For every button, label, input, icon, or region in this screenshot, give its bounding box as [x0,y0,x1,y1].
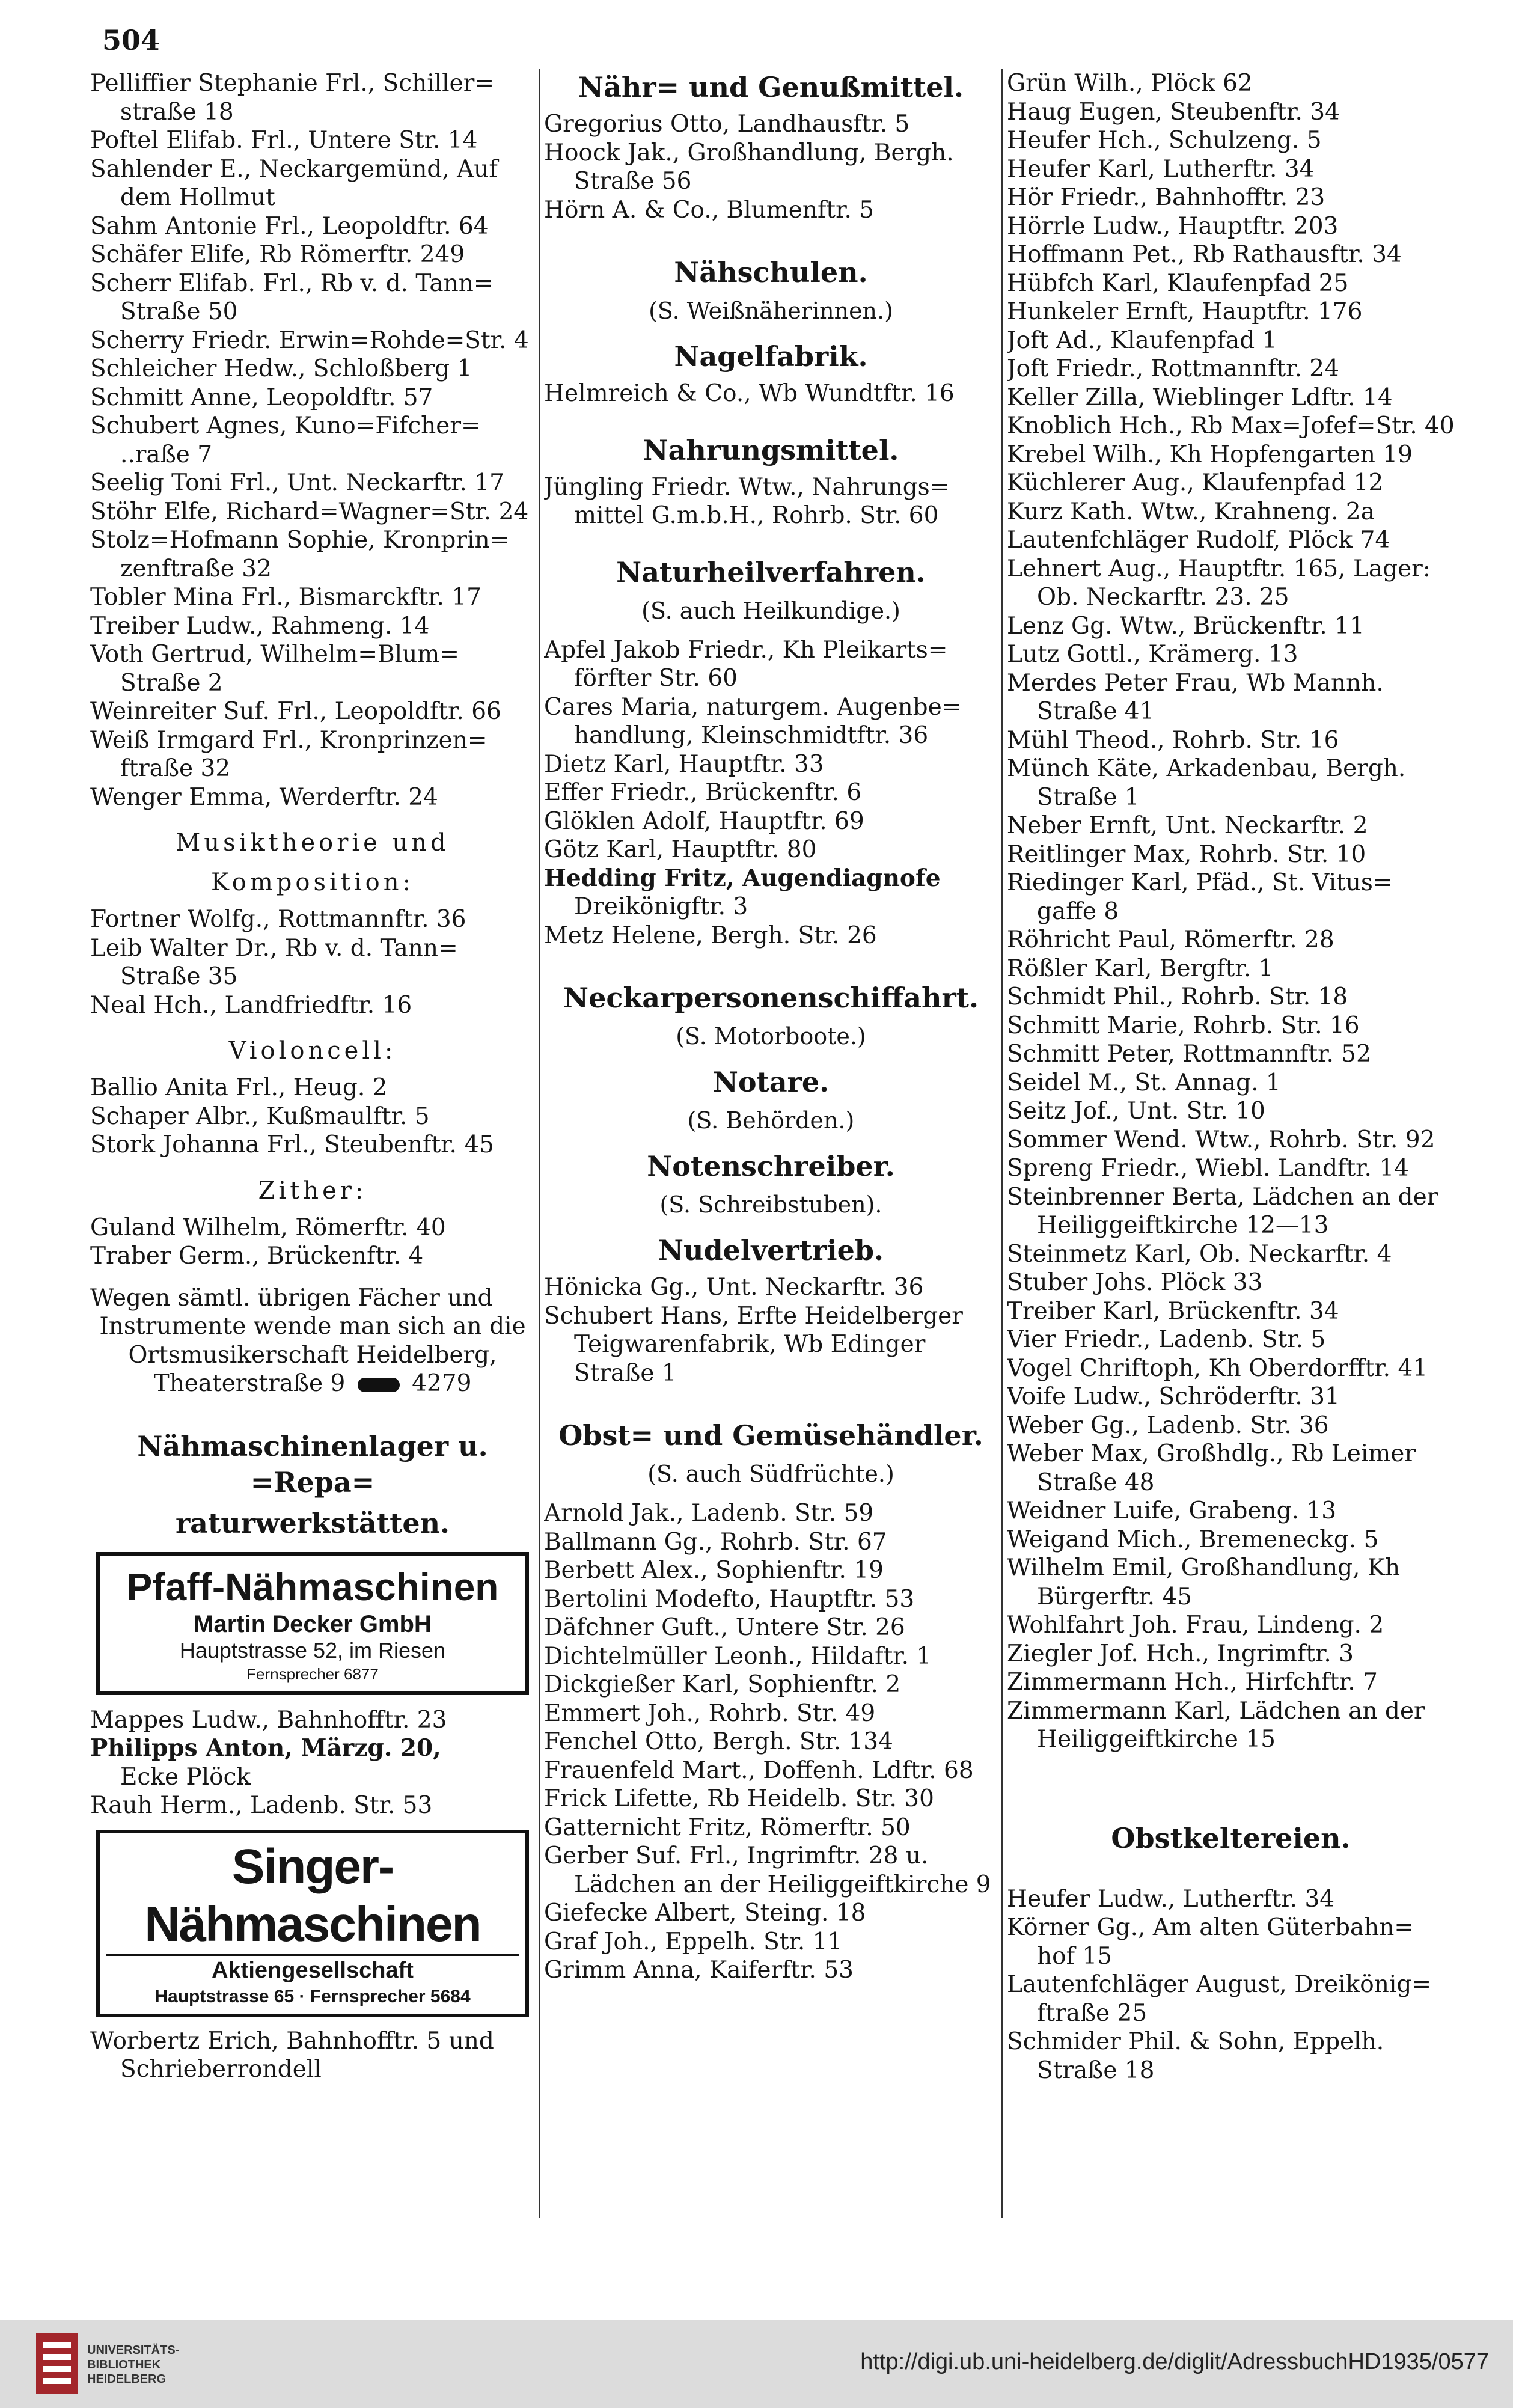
directory-entry: Emmert Joh., Rohrb. Str. 49 [544,1699,876,1727]
directory-entry: Metz Helene, Bergh. Str. 26 [544,921,877,949]
directory-entry: Straße 41 [1037,698,1155,725]
directory-entry: Leib Walter Dr., Rb v. d. Tann= [90,934,458,962]
directory-entry: Heufer Ludw., Lutherftr. 34 [1007,1885,1335,1913]
directory-entry: Mühl Theod., Rohrb. Str. 16 [1007,726,1339,754]
directory-entry: Gerber Suf. Frl., Ingrimftr. 28 u. [544,1842,929,1869]
entry-list [90,1074,535,1160]
directory-entry: Straße 50 [120,298,238,325]
directory-entry: Ballio Anita Frl., Heug. 2 [90,1074,388,1101]
directory-entry: Hoffmann Pet., Rb Rathausftr. 34 [1007,241,1402,268]
ad-company: Martin Decker GmbH [194,1610,432,1637]
directory-entry: Lautenfchläger Rudolf, Plöck 74 [1007,527,1390,554]
directory-entry: Bertolini Modefto, Hauptftr. 53 [544,1585,915,1613]
section-heading-naehr-genussmittel: Nähr= und Genußmittel. [578,71,964,103]
directory-entry: Wohlfahrt Joh. Frau, Lindeng. 2 [1007,1612,1384,1639]
directory-entry: Straße 1 [574,1359,677,1387]
library-name-line: BIBLIOTHEK [87,2358,161,2371]
directory-entry: Heiliggeiftkirche 15 [1037,1726,1276,1753]
directory-entry: Körner Gg., Am alten Güterbahn= [1007,1914,1414,1941]
directory-entry: Schleicher Hedw., Schloßberg 1 [90,355,472,382]
directory-entry: mittel G.m.b.H., Rohrb. Str. 60 [574,502,939,529]
directory-entry: Schmider Phil. & Sohn, Eppelh. [1007,2028,1384,2055]
pfaff-advertisement [96,1552,529,1695]
directory-entry: straße 18 [120,98,234,126]
directory-entry: Heufer Karl, Lutherftr. 34 [1007,155,1315,183]
directory-entry: Berbett Alex., Sophienftr. 19 [544,1557,884,1584]
directory-entry: Kurz Kath. Wtw., Krahneng. 2a [1007,498,1375,525]
directory-entry: Cares Maria, naturgem. Augenbe= [544,693,962,721]
digitization-footer [0,2320,1513,2408]
directory-entry: Bürgerftr. 45 [1037,1583,1192,1610]
note-line: Instrumente wende man sich an die [99,1313,526,1340]
directory-entry: Voth Gertrud, Wilhelm=Blum= [90,641,459,668]
directory-entry: Tobler Mina Frl., Bismarckftr. 17 [90,584,481,611]
directory-entry: Heiliggeiftkirche 12—13 [1037,1212,1329,1239]
directory-entry: Giefecke Albert, Steing. 18 [544,1899,866,1927]
directory-entry: Gatternicht Fritz, Römerftr. 50 [544,1814,911,1841]
directory-entry: Hör Friedr., Bahnhofftr. 23 [1007,184,1325,211]
section-heading-obst-gemuese: Obst= und Gemüsehändler. [558,1419,983,1452]
directory-entry: Lädchen an der Heiliggeiftkirche 9 [574,1871,991,1898]
directory-entry: Weigand Mich., Bremeneckg. 5 [1007,1526,1379,1553]
note-line: Wegen sämtl. übrigen Fächer und [90,1284,493,1312]
directory-entry: Weiß Irmgard Frl., Kronprinzen= [90,726,488,754]
section-heading-reparatur: raturwerkstätten. [175,1506,450,1539]
directory-entry: ftraße 25 [1037,1999,1148,2027]
directory-entry: Seitz Jof., Unt. Str. 10 [1007,1098,1265,1125]
directory-entry: Treiber Ludw., Rahmeng. 14 [90,612,430,640]
directory-entry: Hörrle Ludw., Hauptftr. 203 [1007,212,1339,240]
directory-entry: Stolz=Hofmann Sophie, Kronprin= [90,527,510,554]
section-heading-naehmaschinen: Nähmaschinenlager u. =Repa= [137,1429,488,1499]
directory-entry: Hoock Jak., Großhandlung, Bergh. [544,139,954,167]
directory-entry: Lenz Gg. Wtw., Brückenftr. 11 [1007,612,1365,640]
directory-entry: Scherr Elifab. Frl., Rb v. d. Tann= [90,269,494,297]
cross-reference-note: (S. Weißnäherinnen.) [649,298,893,324]
directory-entry: Haug Eugen, Steubenftr. 34 [1007,98,1340,126]
section-heading-naturheilverfahren: Naturheilverfahren. [616,555,926,588]
directory-entry: Gregorius Otto, Landhausftr. 5 [544,111,910,138]
directory-entry: ..raße 7 [120,441,213,468]
directory-entry: Straße 2 [120,669,223,697]
column-divider [539,69,540,2218]
directory-entry: hof 15 [1037,1942,1113,1970]
directory-entry: Merdes Peter Frau, Wb Mannh. [1007,669,1384,697]
directory-entry: Röhricht Paul, Römerftr. 28 [1007,926,1334,953]
entry-list [90,2027,535,2084]
directory-entry: Steinmetz Karl, Ob. Neckarftr. 4 [1007,1240,1392,1268]
directory-entry: Frick Lifette, Rb Heidelb. Str. 30 [544,1785,934,1812]
directory-entry: Däfchner Guft., Untere Str. 26 [544,1614,905,1641]
directory-entry: Voife Ludw., Schröderftr. 31 [1007,1383,1340,1410]
directory-entry: Effer Friedr., Brückenftr. 6 [544,779,862,806]
directory-entry: Worbertz Erich, Bahnhofftr. 5 und [90,2027,494,2055]
directory-entry: Dietz Karl, Hauptftr. 33 [544,750,824,778]
directory-entry: ftraße 32 [120,755,231,782]
section-heading-naehschulen: Nähschulen. [674,256,868,289]
directory-entry: Schrieberrondell [120,2056,322,2083]
cross-reference-note: (S. auch Südfrüchte.) [647,1461,894,1487]
entry-list [90,1214,535,1271]
library-name-line: UNIVERSITÄTS- [87,2344,180,2357]
directory-entry: zenftraße 32 [120,555,272,582]
section-heading-nahrungsmittel: Nahrungsmittel. [643,433,899,466]
directory-entry: Seidel M., St. Annag. 1 [1007,1069,1281,1096]
directory-entry: Ecke Plöck [120,1763,251,1791]
directory-entry: förfter Str. 60 [574,665,738,692]
directory-entry: Sahlender E., Neckargemünd, Auf [90,155,498,183]
directory-entry: Glöklen Adolf, Hauptftr. 69 [544,807,864,835]
directory-entry: Schaper Albr., Kußmaulftr. 5 [90,1102,430,1130]
directory-entry: Straße 56 [574,168,692,195]
directory-entry: Münch Käte, Arkadenbau, Bergh. [1007,755,1406,782]
directory-entry: Weber Gg., Ladenb. Str. 36 [1007,1411,1329,1439]
directory-entry: Hörn A. & Co., Blumenftr. 5 [544,196,875,224]
directory-entry: handlung, Kleinschmidtftr. 36 [574,722,929,749]
ad-address: Hauptstrasse 65 · Fernsprecher 5684 [154,1986,471,2006]
directory-entry: Hönicka Gg., Unt. Neckarftr. 36 [544,1274,924,1301]
directory-entry: Straße 35 [120,963,238,990]
permalink-url[interactable]: http://digi.ub.uni-heidelberg.de/diglit/AdressbuchHD1935/0577 [860,2349,1489,2374]
section-heading-nudelvertrieb: Nudelvertrieb. [658,1234,884,1267]
directory-entry: Riedinger Karl, Pfäd., St. Vitus= [1007,869,1393,896]
right-column [1007,69,1455,2218]
directory-entry: Graf Joh., Eppelh. Str. 11 [544,1928,843,1955]
entry-list [544,110,998,224]
note-block [90,1284,535,1398]
directory-entry: Schmitt Marie, Rohrb. Str. 16 [1007,1012,1360,1039]
directory-entry: Pelliffier Stephanie Frl., Schiller= [90,70,495,97]
section-heading-zither: Zither: [258,1176,367,1205]
directory-entry: Helmreich & Co., Wb Wundtftr. 16 [544,380,955,407]
directory-entry: Weidner Luife, Grabeng. 13 [1007,1497,1337,1524]
directory-entry: Poftel Elifab. Frl., Untere Str. 14 [90,127,478,154]
section-heading-notare: Notare. [712,1066,830,1098]
directory-entry: Zimmermann Karl, Lädchen an der [1007,1697,1425,1725]
section-heading-musiktheorie: Musiktheorie und [176,829,450,857]
directory-entry: Krebel Wilh., Kh Hopfengarten 19 [1007,441,1413,468]
directory-entry: Stuber Johs. Plöck 33 [1007,1269,1263,1296]
directory-entry: Heufer Hch., Schulzeng. 5 [1007,127,1322,154]
directory-entry: Dichtelmüller Leonh., Hildaftr. 1 [544,1642,932,1670]
directory-entry: Guland Wilhelm, Römerftr. 40 [90,1214,446,1241]
section-heading-komposition: Komposition: [210,869,414,896]
note-line [90,1369,535,1398]
directory-entry: Reitlinger Max, Rohrb. Str. 10 [1007,840,1366,868]
directory-entry: Frauenfeld Mart., Doffenh. Ldftr. 68 [544,1756,974,1784]
directory-entry: Scherry Friedr. Erwin=Rohde=Str. 4 [90,326,529,354]
ad-title: Singer-Nähmaschinen [106,1838,519,1956]
directory-entry: Dickgießer Karl, Sophienftr. 2 [544,1671,901,1698]
directory-entry: Schubert Agnes, Kuno=Fifcher= [90,412,481,439]
middle-column [544,69,998,2218]
directory-entry: Lehnert Aug., Hauptftr. 165, Lager: [1007,555,1431,582]
directory-entry: Neber Ernft, Unt. Neckarftr. 2 [1007,812,1368,839]
directory-entry: Joft Friedr., Rottmannftr. 24 [1007,355,1339,382]
directory-entry: Schmidt Phil., Rohrb. Str. 18 [1007,983,1348,1010]
directory-entry: Küchlerer Aug., Klaufenpfad 12 [1007,469,1384,497]
section-heading-obstkeltereien: Obstkeltereien. [1111,1821,1351,1854]
directory-entry: dem Hollmut [120,184,275,211]
directory-entry: Fenchel Otto, Bergh. Str. 134 [544,1728,893,1755]
library-name [87,2343,179,2386]
directory-entry: Stork Johanna Frl., Steubenftr. 45 [90,1131,494,1158]
directory-entry: Traber Germ., Brückenftr. 4 [90,1242,424,1270]
directory-entry: Ziegler Jof. Hch., Ingrimftr. 3 [1007,1640,1354,1667]
entry-list [544,1499,998,1985]
directory-entry: Vier Friedr., Ladenb. Str. 5 [1007,1326,1326,1353]
section-heading-notenschreiber: Notenschreiber. [647,1150,895,1182]
directory-entry: Schmitt Peter, Rottmannftr. 52 [1007,1041,1371,1068]
column-divider [1001,69,1003,2218]
directory-entry: Arnold Jak., Ladenb. Str. 59 [544,1500,874,1527]
directory-entry: Ob. Neckarftr. 23. 25 [1037,584,1289,611]
ad-company: Aktiengesellschaft [212,1957,414,1983]
directory-entry: Schäfer Elife, Rb Römerftr. 249 [90,241,465,268]
directory-entry: Seelig Toni Frl., Unt. Neckarftr. 17 [90,469,504,497]
note-line: Ortsmusikerschaft Heidelberg, [128,1341,497,1369]
directory-entry: Schmitt Anne, Leopoldftr. 57 [90,384,433,411]
directory-entry: Wilhelm Emil, Großhandlung, Kh [1007,1554,1401,1581]
directory-entry: Wenger Emma, Werderftr. 24 [90,783,438,811]
directory-entry: Spreng Friedr., Wiebl. Landftr. 14 [1007,1155,1409,1182]
entry-list [1007,1885,1455,2085]
directory-entry: gaffe 8 [1037,897,1119,925]
note-address: Theaterstraße 9 [153,1370,346,1397]
directory-entry: Schubert Hans, Erfte Heidelberger [544,1302,963,1330]
section-heading-violoncell: Violoncell: [228,1037,397,1065]
cross-reference-note: (S. auch Heilkundige.) [641,597,900,624]
entry-list [544,1273,998,1387]
directory-entry: Philipps Anton, Märzg. 20, [90,1734,441,1762]
directory-entry: Lautenfchläger August, Dreikönig= [1007,1971,1431,1998]
directory-entry: Dreikönigftr. 3 [574,893,748,920]
cross-reference-note: (S. Behörden.) [687,1107,855,1134]
directory-entry: Rößler Karl, Bergftr. 1 [1007,955,1274,982]
directory-entry: Treiber Karl, Brückenftr. 34 [1007,1297,1339,1325]
directory-entry: Straße 18 [1037,2056,1155,2084]
ad-title: Pfaff-Nähmaschinen [126,1565,499,1609]
directory-entry: Teigwarenfabrik, Wb Edinger [574,1331,926,1358]
section-heading-neckarpersonenschiffahrt: Neckarpersonenschiffahrt. [563,982,979,1014]
directory-entry: Joft Ad., Klaufenpfad 1 [1007,326,1277,354]
directory-entry: Vogel Chriftoph, Kh Oberdorfftr. 41 [1007,1354,1428,1382]
directory-entry: Hunkeler Ernft, Hauptftr. 176 [1007,298,1363,325]
directory-entry: Lutz Gottl., Krämerg. 13 [1007,641,1298,668]
telephone-icon [358,1378,400,1392]
cross-reference-note: (S. Motorboote.) [676,1023,866,1050]
page-number: 504 [102,24,160,57]
directory-entry: Sahm Antonie Frl., Leopoldftr. 64 [90,212,489,240]
cross-reference-note: (S. Schreibstuben). [659,1191,882,1218]
entry-list [90,905,535,1019]
directory-entry: Stöhr Elfe, Richard=Wagner=Str. 24 [90,498,529,525]
directory-entry: Weinreiter Suf. Frl., Leopoldftr. 66 [90,698,501,725]
directory-entry: Sommer Wend. Wtw., Rohrb. Str. 92 [1007,1126,1435,1154]
directory-entry: Mappes Ludw., Bahnhofftr. 23 [90,1706,447,1734]
singer-advertisement [96,1830,529,2017]
entry-list [90,69,535,811]
ad-address: Hauptstrasse 52, im Riesen [179,1637,446,1663]
directory-entry: Fortner Wolfg., Rottmannftr. 36 [90,906,466,933]
section-heading-nagelfabrik: Nagelfabrik. [674,340,868,373]
left-column [90,69,535,2218]
directory-entry: Jüngling Friedr. Wtw., Nahrungs= [544,473,950,501]
directory-entry: Grün Wilh., Plöck 62 [1007,70,1253,97]
note-phone-number: 4279 [412,1370,472,1397]
library-name-line: HEIDELBERG [87,2373,167,2386]
entry-list [1007,69,1455,1754]
entry-list [544,473,998,530]
directory-entry: Hedding Fritz, Augendiagnofe [544,864,941,892]
directory-entry: Rauh Herm., Ladenb. Str. 53 [90,1792,433,1819]
directory-entry: Keller Zilla, Wieblinger Ldftr. 14 [1007,384,1393,411]
entry-list [544,379,998,408]
directory-entry: Straße 1 [1037,783,1140,811]
directory-entry: Steinbrenner Berta, Lädchen an der [1007,1183,1438,1211]
directory-entry: Götz Karl, Hauptftr. 80 [544,836,817,863]
university-library-logo-icon [36,2333,78,2394]
entry-list [90,1706,535,1820]
directory-entry: Ballmann Gg., Rohrb. Str. 67 [544,1528,887,1556]
directory-entry: Neal Hch., Landfriedftr. 16 [90,991,412,1019]
directory-entry: Knoblich Hch., Rb Max=Jofef=Str. 40 [1007,412,1455,439]
directory-entry: Apfel Jakob Friedr., Kh Pleikarts= [544,636,948,664]
directory-entry: Straße 48 [1037,1468,1155,1496]
directory-entry: Zimmermann Hch., Hirfchftr. 7 [1007,1669,1378,1696]
directory-entry: Hübfch Karl, Klaufenpfad 25 [1007,269,1349,297]
directory-entry: Weber Max, Großhdlg., Rb Leimer [1007,1440,1416,1467]
ad-phone: Fernsprecher 6877 [246,1664,379,1683]
directory-entry: Grimm Anna, Kaiferftr. 53 [544,1957,854,1984]
entry-list [544,636,998,950]
